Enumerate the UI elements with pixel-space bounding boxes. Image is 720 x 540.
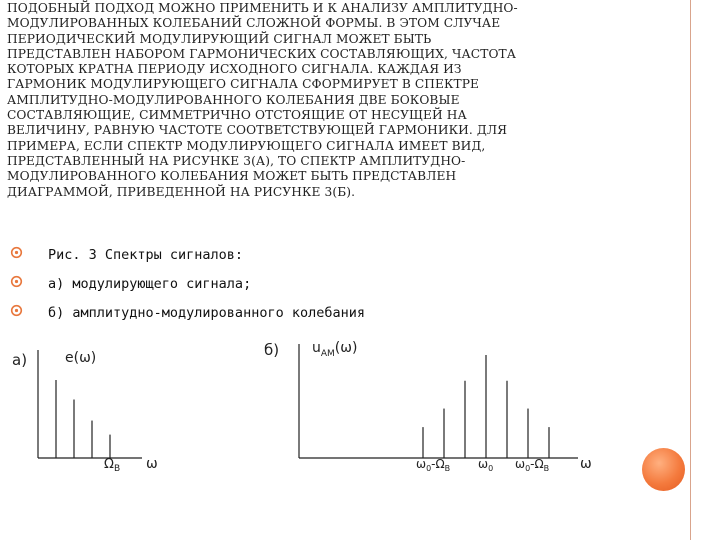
spectrum-a-lines: [56, 380, 110, 458]
tick-left-label: $\omega_0-\Omega_В$: [416, 457, 451, 473]
decorative-circle: [642, 448, 685, 491]
panel-a-label: а): [12, 351, 28, 369]
bullet-text: а) модулирующего сигнала;: [48, 275, 252, 292]
function-b-label-main: $u_{АМ}(\omega)$: [312, 340, 358, 359]
tick-omega-b-a: $\Omega_В$: [104, 457, 121, 474]
panel-b-label: б): [264, 341, 280, 359]
axis-b-omega-label: ω: [580, 456, 592, 472]
body-paragraph: ПОДОБНЫЙ ПОДХОД МОЖНО ПРИМЕНИТЬ И К АНАЛИЗУ АМПЛИТУДНО- МОДУЛИРОВАННЫХ КОЛЕБАНИЙ СЛОЖНОЙ ФОРМЫ. В ЭТОМ СЛУЧАЕ ПЕРИОДИЧЕСКИЙ МОДУЛИРУЮЩИЙ СИГНАЛ МОЖЕТ БЫТЬ ПРЕДСТАВЛЕН НАБОРОМ ГАРМОНИЧЕСКИХ СОСТАВЛЯЮЩИХ, ЧАСТОТА КОТОРЫХ КРАТНА ПЕРИОДУ ИСХОДНОГО СИГНАЛА. КАЖДАЯ ИЗ ГАРМОНИК МОДУЛИРУЮЩЕГО СИГНАЛА СФОРМИРУЕТ В СПЕКТРЕ АМПЛИТУДНО-МОДУЛИРОВАННОГО КОЛЕБАНИЯ ДВЕ БОКОВЫЕ СОСТАВЛЯЮЩИЕ, СИММЕТРИЧНО ОТСТОЯЩИЕ ОТ НЕСУЩЕЙ НА ВЕЛИЧИНУ, РАВНУЮ ЧАСТОТЕ СООТВЕТСТВУЮЩЕЙ ГАРМОНИКИ. ДЛЯ ПРИМЕРА, ЕСЛИ СПЕКТР МОДУЛИРУЮЩЕГО СИГНАЛА ИМЕЕТ ВИД, ПРЕДСТАВЛЕННЫЙ НА РИСУНКЕ 3(А), ТО СПЕКТР АМПЛИТУДНО- МОДУЛИРОВАННОГО КОЛЕБАНИЯ МОЖЕТ БЫТЬ ПРЕДСТАВЛЕН ДИАГРАММОЙ, ПРИВЕДЕННОЙ НА РИСУНКЕ 3(Б).: [7, 1, 518, 199]
bullet-text: Рис. 3 Спектры сигналов:: [48, 246, 244, 263]
axis-a-omega-label: ω: [146, 456, 158, 472]
tick-center-label: $\omega_0$: [478, 457, 494, 473]
bullet-text: б) амплитудно-модулированного колебания: [48, 304, 365, 321]
function-a-label: e(ω): [65, 350, 97, 366]
tick-right-label: $\omega_0-\Omega_В$: [515, 457, 550, 473]
right-border-rule: [690, 0, 691, 540]
spectrum-b-lines: [423, 355, 549, 458]
